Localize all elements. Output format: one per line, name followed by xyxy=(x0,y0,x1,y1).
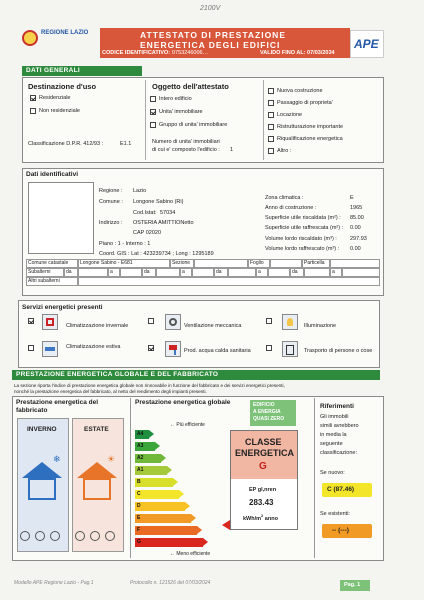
vol-raff-label: Volume lordo raffrescato (m³) : xyxy=(265,246,340,252)
valid-until: VALIDO FINO AL: 07/03/2034 xyxy=(260,50,335,56)
indirizzo-label: Indirizzo : xyxy=(99,220,123,226)
sup-risc-value: 85.00 xyxy=(350,215,364,221)
regione-logo xyxy=(22,30,38,46)
se-nuovo-badge xyxy=(322,483,372,497)
codistat-label: Cod.Istat: xyxy=(133,210,157,216)
altri-subalterni-label: Altri subalterni xyxy=(26,277,78,286)
estate-house-icon xyxy=(77,462,117,502)
handwritten-note: 2100V xyxy=(200,5,221,12)
globale-title: Prestazione energetica globale xyxy=(135,399,231,406)
anno-label: Anno di costruzione : xyxy=(265,205,317,211)
checkbox-non-residenziale[interactable] xyxy=(30,108,36,114)
catasto-foglio-label: Foglio xyxy=(248,259,270,268)
regione-label: Regione : xyxy=(99,188,123,194)
label-acqua-calda: Prod. acqua calda sanitaria xyxy=(184,348,251,354)
energy-class-a2: A2 xyxy=(135,454,161,463)
riferimenti-text-4: seguente xyxy=(320,441,343,447)
inverno-house-icon xyxy=(22,462,62,502)
footer-center: Protocollo n. 121526 del 07/03/2024 xyxy=(130,580,211,586)
numero-unita-label-2: di cui e' composto l'edificio : xyxy=(152,147,220,153)
label-passaggio-proprieta: Passaggio di proprieta' xyxy=(277,100,333,106)
energy-class-c: C xyxy=(135,490,179,499)
prestazione-intro-2: nonché la prestazione energetica del fabbricato, al netto del rendimento degli impianti presenti. xyxy=(14,389,207,394)
vol-raff-value: 0.00 xyxy=(350,246,361,252)
checkbox-residenziale[interactable] xyxy=(30,95,36,101)
se-esistenti-label: Se esistenti: xyxy=(320,511,350,517)
ac-unit-icon xyxy=(42,341,58,357)
checkbox-clima-estiva[interactable] xyxy=(28,345,34,351)
sub-da-3: da xyxy=(214,268,228,277)
header-banner xyxy=(100,28,350,58)
code-value: 0753246006… xyxy=(172,50,209,56)
riferimenti-title: Riferimenti xyxy=(320,403,354,410)
comune-label: Comune : xyxy=(99,199,123,205)
code-label: CODICE IDENTIFICATIVO: xyxy=(102,50,171,56)
label-gruppo-unita: Gruppo di unita' immobiliare xyxy=(159,122,228,128)
se-nuovo-value: C (87.46) xyxy=(327,486,355,493)
oggetto-title: Oggetto dell'attestato xyxy=(152,82,229,91)
estate-label: ESTATE xyxy=(84,426,109,433)
dati-identificativi-title: Dati identificativi xyxy=(26,171,79,178)
sub-val-7 xyxy=(304,268,330,277)
checkbox-intero-edificio[interactable] xyxy=(150,96,156,102)
riferimenti-text-5: classificazione: xyxy=(320,450,357,456)
numero-unita-label-1: Numero di unita' immobiliari xyxy=(152,139,220,145)
inverno-label: INVERNO xyxy=(27,426,57,433)
footer-left: Modello APE Regione Lazio - Pag.1 xyxy=(14,580,94,586)
title-line-1: ATTESTATO DI PRESTAZIONE xyxy=(140,30,286,40)
building-photo-placeholder xyxy=(28,182,94,254)
checkbox-ventilazione[interactable] xyxy=(148,318,154,324)
regione-name: REGIONE LAZIO xyxy=(41,30,89,36)
ep-unit-text: kWh/m xyxy=(243,515,262,522)
checkbox-passaggio-proprieta[interactable] xyxy=(268,100,274,106)
energy-class-f: F xyxy=(135,526,197,535)
prestazione-bar: PRESTAZIONE ENERGETICA GLOBALE E DEL FABBRICATO xyxy=(12,370,380,380)
nzeb-box xyxy=(250,400,296,426)
ape-logo xyxy=(350,30,384,58)
checkbox-unita-immobiliare[interactable] xyxy=(150,109,156,115)
sub-val-5 xyxy=(228,268,256,277)
oggetto-divider xyxy=(145,80,146,160)
sup-raff-label: Superficie utile raffrescata (m²) : xyxy=(265,225,344,231)
catasto-comune-label: Comune catastale xyxy=(26,259,78,268)
classe-header xyxy=(231,431,297,479)
energy-class-g: G xyxy=(135,538,203,547)
catasto-particella-value xyxy=(330,259,380,268)
label-unita-immobiliare: Unita' immobiliare xyxy=(159,109,203,115)
coord-value: Coord. GIS : Lat : 423239734 ; Long : 1295189 xyxy=(99,251,214,257)
sub-a-1: a xyxy=(108,268,120,277)
ep-unit-anno: anno xyxy=(264,515,278,522)
riferimenti-text-3: in media la xyxy=(320,432,347,438)
se-esistenti-value: -- (---) xyxy=(332,527,349,534)
label-riqualificazione: Riqualificazione energetica xyxy=(277,136,343,142)
label-non-residenziale: Non residenziale xyxy=(39,108,80,114)
vol-risc-value: 297.93 xyxy=(350,236,367,242)
ape-logo-text: APE xyxy=(354,37,379,51)
checkbox-nuova-costruzione[interactable] xyxy=(268,88,274,94)
checkbox-clima-invernale[interactable] xyxy=(28,318,34,324)
ep-unit-sup: 2 xyxy=(261,513,264,518)
fabbricato-title-1: Prestazione energetica del xyxy=(16,399,99,406)
prestazione-intro-1: La sezione riporta l'indice di prestazione energetica globale non rinnovabile in funzione del fabbricato e dei servizi energetici presenti, xyxy=(14,383,285,388)
servizi-title: Servizi energetici presenti xyxy=(22,304,103,311)
label-illuminazione: Illuminazione xyxy=(304,323,337,329)
motivo-divider xyxy=(263,80,264,160)
sub-val-2 xyxy=(120,268,142,277)
ep-label: EP gl,nren xyxy=(249,487,277,493)
sub-val-4 xyxy=(192,268,214,277)
water-tap-icon xyxy=(165,341,181,357)
sub-a-2: a xyxy=(180,268,192,277)
ep-value: 283.43 xyxy=(249,498,274,507)
indirizzo-value: OSTERIA AMITTIONetto xyxy=(133,220,194,226)
sub-val-6 xyxy=(268,268,290,277)
zona-label: Zona climatica : xyxy=(265,195,304,201)
energy-class-a4: A4 xyxy=(135,430,149,439)
meno-efficiente-text: Meno efficiente xyxy=(176,551,211,557)
checkbox-ristrutturazione[interactable] xyxy=(268,124,274,130)
checkbox-acqua-calda[interactable] xyxy=(148,345,154,351)
dati-generali-bar: DATI GENERALI xyxy=(22,66,142,76)
sub-a-4: a xyxy=(330,268,342,277)
label-altro: Altro : xyxy=(277,148,292,154)
sun-icon: ☀ xyxy=(107,454,116,464)
catasto-sezione-value xyxy=(194,259,248,268)
radiator-icon xyxy=(42,314,58,330)
sub-a-3: a xyxy=(256,268,268,277)
edificio-label-3: QUASI ZERO xyxy=(253,416,285,422)
lamp-icon xyxy=(282,314,298,330)
fabbricato-title-2: fabbricato xyxy=(16,407,48,414)
catasto-sezione-label: Sezione xyxy=(170,259,194,268)
label-residenziale: Residenziale xyxy=(39,95,71,101)
zona-value: E xyxy=(350,195,354,201)
vol-risc-label: Volume lordo riscaldato (m³) : xyxy=(265,236,337,242)
edificio-label-2: A ENERGIA xyxy=(253,409,281,415)
checkbox-illuminazione[interactable] xyxy=(266,318,272,324)
regione-value: Lazio xyxy=(133,188,147,194)
catasto-particella-label: Particella xyxy=(302,259,330,268)
sub-da-2: da xyxy=(142,268,156,277)
ep-unit xyxy=(243,513,278,523)
fan-icon xyxy=(165,314,181,330)
footer-page: Pag. 1 xyxy=(344,582,361,588)
classificazione-label: Classificazione D.P.R. 412/93 : xyxy=(28,141,104,147)
checkbox-riqualificazione[interactable] xyxy=(268,136,274,142)
elevator-icon xyxy=(282,341,298,357)
classe-arrow xyxy=(222,520,230,530)
fabbricato-divider xyxy=(130,398,131,558)
classe-result-box xyxy=(230,430,298,530)
energy-class-e: E xyxy=(135,514,191,523)
label-intero-edificio: Intero edificio xyxy=(159,96,192,102)
label-nuova-costruzione: Nuova costruzione xyxy=(277,88,323,94)
sup-risc-label: Superficie utile riscaldata (m²) : xyxy=(265,215,341,221)
label-ristrutturazione: Ristrutturazione importante xyxy=(277,124,344,130)
sub-da-1: da xyxy=(64,268,78,277)
footer-page-tab xyxy=(340,580,370,591)
cap-value: CAP 02020 xyxy=(133,230,162,236)
label-ventilazione: Ventilazione meccanica xyxy=(184,323,242,329)
classe-title-1: CLASSE xyxy=(245,437,282,447)
altri-subalterni-value xyxy=(78,277,380,286)
anno-value: 1965 xyxy=(350,205,363,211)
comune-value: Longone Sabino (Ri) xyxy=(133,199,184,205)
numero-unita-value: 1 xyxy=(230,147,234,153)
label-clima-invernale: Climatizzazione invernale xyxy=(66,323,129,329)
checkbox-trasporto[interactable] xyxy=(266,345,272,351)
edificio-label-1: EDIFICIO xyxy=(253,402,275,408)
sup-raff-value: 0.00 xyxy=(350,225,361,231)
snowflake-icon: ❄ xyxy=(53,454,61,464)
se-esistenti-badge xyxy=(322,524,372,538)
sub-val-8 xyxy=(342,268,380,277)
label-locazione: Locazione xyxy=(277,112,303,118)
catasto-comune-value: Longone Sabino - E681 xyxy=(78,259,170,268)
title-line-2: ENERGETICA DEGLI EDIFICI xyxy=(140,40,281,50)
catasto-foglio-value xyxy=(270,259,302,268)
checkbox-locazione[interactable] xyxy=(268,112,274,118)
piu-efficiente-label: ← Più efficiente xyxy=(170,422,205,428)
checkbox-gruppo-unita[interactable] xyxy=(150,122,156,128)
codistat-value: 57034 xyxy=(160,210,176,216)
meno-efficiente-label: ← Meno efficiente xyxy=(170,551,211,557)
sub-val-3 xyxy=(156,268,180,277)
checkbox-altro[interactable] xyxy=(268,148,274,154)
piano-value: Piano : 1 - Interno : 1 xyxy=(99,241,151,247)
se-nuovo-label: Se nuovo: xyxy=(320,470,345,476)
classe-value: G xyxy=(259,461,267,472)
riferimenti-text-2: simili avrebbero xyxy=(320,423,359,429)
energy-class-a3: A3 xyxy=(135,442,155,451)
piu-efficiente-text: Più efficiente xyxy=(176,422,205,428)
label-clima-estiva: Climatizzazione estiva xyxy=(66,344,121,350)
energy-class-a1: A1 xyxy=(135,466,167,475)
energy-class-d: D xyxy=(135,502,185,511)
classe-title-2: ENERGETICA xyxy=(235,448,295,458)
riferimenti-divider xyxy=(314,398,315,558)
riferimenti-text-1: Gli immobili xyxy=(320,414,349,420)
label-trasporto: Trasporto di persone o cose xyxy=(304,348,373,354)
sub-val-1 xyxy=(78,268,108,277)
sub-da-4: da xyxy=(290,268,304,277)
classificazione-value: E1.1 xyxy=(120,141,132,147)
energy-class-b: B xyxy=(135,478,173,487)
subalterni-label: Subalterni xyxy=(26,268,64,277)
destinazione-title: Destinazione d'uso xyxy=(28,82,97,91)
